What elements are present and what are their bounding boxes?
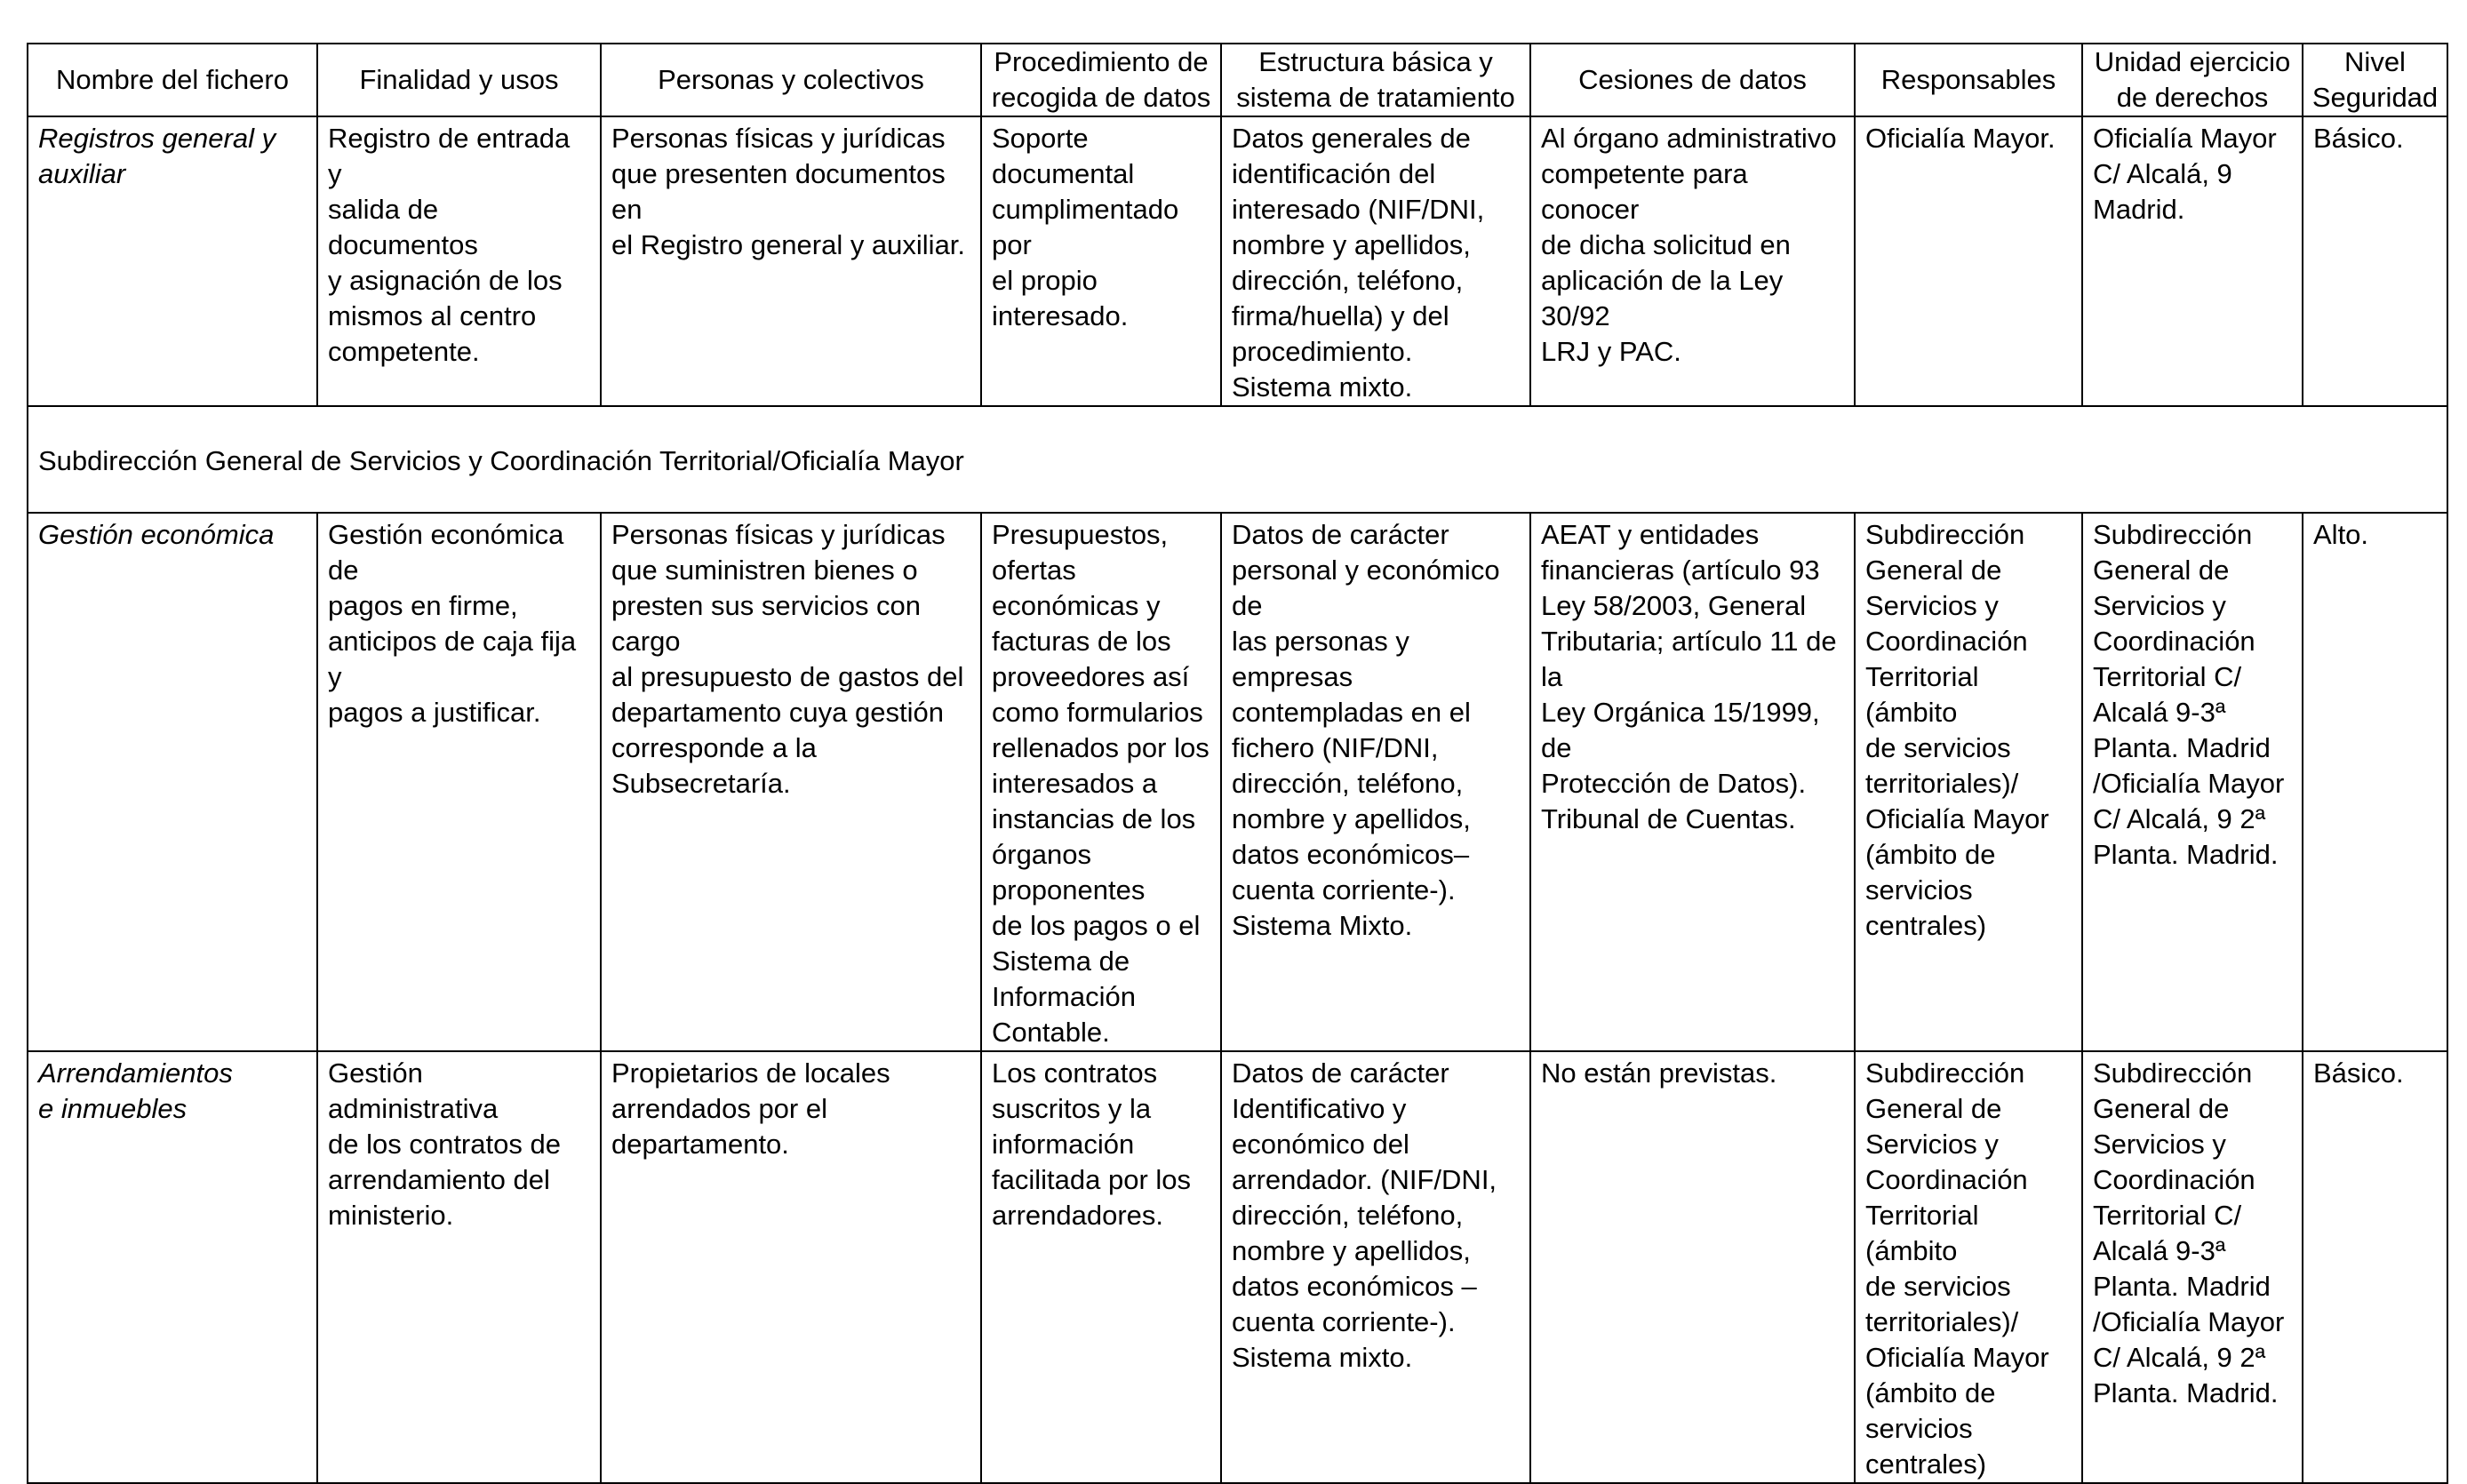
cell-nombre: Gestión económica [28, 513, 317, 1051]
header-procedimiento: Procedimiento de recogida de datos [981, 44, 1221, 116]
cell-cesiones: AEAT y entidades financieras (artículo 93 Ley 58/2003, General Tributaria; artículo 11 de la Ley Orgánica 15/1999, de Protección de Datos). Tribunal de Cuentas. [1530, 513, 1855, 1051]
cell-unidad: Subdirección General de Servicios y Coordinación Territorial C/ Alcalá 9-3ª Planta. Madrid /Oficialía Mayor C/ Alcalá, 9 2ª Planta. Madrid. [2082, 1051, 2303, 1483]
cell-nombre: Arrendamientos e inmuebles [28, 1051, 317, 1483]
cell-nivel: Básico. [2303, 1051, 2447, 1483]
section-row [28, 406, 2447, 513]
cell-procedimiento: Los contratos suscritos y la información facilitada por los arrendadores. [981, 1051, 1221, 1483]
header-unidad: Unidad ejercicio de derechos [2082, 44, 2303, 116]
header-personas: Personas y colectivos [601, 44, 981, 116]
header-row [28, 44, 2447, 116]
cell-responsables: Subdirección General de Servicios y Coordinación Territorial (ámbito de servicios territoriales)/ Oficialía Mayor (ámbito de servicios centrales) [1855, 1051, 2082, 1483]
cell-nivel: Básico. [2303, 116, 2447, 406]
header-cesiones: Cesiones de datos [1530, 44, 1855, 116]
cell-nombre: Registros general y auxiliar [28, 116, 317, 406]
table-row [28, 116, 2447, 406]
cell-procedimiento: Soporte documental cumplimentado por el propio interesado. [981, 116, 1221, 406]
cell-unidad: Oficialía Mayor C/ Alcalá, 9 Madrid. [2082, 116, 2303, 406]
cell-nivel: Alto. [2303, 513, 2447, 1051]
cell-responsables: Subdirección General de Servicios y Coordinación Territorial (ámbito de servicios territoriales)/ Oficialía Mayor (ámbito de servicios centrales) [1855, 513, 2082, 1051]
data-files-table [27, 43, 2448, 1484]
cell-finalidad: Registro de entrada y salida de documentos y asignación de los mismos al centro competente. [317, 116, 601, 406]
cell-estructura: Datos generales de identificación del interesado (NIF/DNI, nombre y apellidos, dirección, teléfono, firma/huella) y del procedimiento. Sistema mixto. [1221, 116, 1530, 406]
cell-cesiones: No están previstas. [1530, 1051, 1855, 1483]
cell-personas: Propietarios de locales arrendados por el departamento. [601, 1051, 981, 1483]
cell-estructura: Datos de carácter Identificativo y económico del arrendador. (NIF/DNI, dirección, teléfono, nombre y apellidos, datos económicos – cuenta corriente-). Sistema mixto. [1221, 1051, 1530, 1483]
table-row [28, 1051, 2447, 1483]
cell-personas: Personas físicas y jurídicas que suministren bienes o presten sus servicios con cargo al presupuesto de gastos del departamento cuya gestión corresponde a la Subsecretaría. [601, 513, 981, 1051]
cell-estructura: Datos de carácter personal y económico de las personas y empresas contempladas en el fichero (NIF/DNI, dirección, teléfono, nombre y apellidos, datos económicos– cuenta corriente-). Sistema Mixto. [1221, 513, 1530, 1051]
header-nivel: Nivel Seguridad [2303, 44, 2447, 116]
cell-finalidad: Gestión económica de pagos en firme, anticipos de caja fija y pagos a justificar. [317, 513, 601, 1051]
cell-personas: Personas físicas y jurídicas que presenten documentos en el Registro general y auxiliar. [601, 116, 981, 406]
cell-finalidad: Gestión administrativa de los contratos de arrendamiento del ministerio. [317, 1051, 601, 1483]
cell-responsables: Oficialía Mayor. [1855, 116, 2082, 406]
header-finalidad: Finalidad y usos [317, 44, 601, 116]
header-responsables: Responsables [1855, 44, 2082, 116]
cell-unidad: Subdirección General de Servicios y Coordinación Territorial C/ Alcalá 9-3ª Planta. Madrid /Oficialía Mayor C/ Alcalá, 9 2ª Planta. Madrid. [2082, 513, 2303, 1051]
header-nombre: Nombre del fichero [28, 44, 317, 116]
cell-procedimiento: Presupuestos, ofertas económicas y facturas de los proveedores así como formularios rellenados por los interesados a instancias de los órganos proponentes de los pagos o el Sistema de Información Contable. [981, 513, 1221, 1051]
cell-cesiones: Al órgano administrativo competente para conocer de dicha solicitud en aplicación de la Ley 30/92 LRJ y PAC. [1530, 116, 1855, 406]
section-label: Subdirección General de Servicios y Coordinación Territorial/Oficialía Mayor [28, 406, 2447, 513]
header-estructura: Estructura básica y sistema de tratamiento [1221, 44, 1530, 116]
table-row [28, 513, 2447, 1051]
